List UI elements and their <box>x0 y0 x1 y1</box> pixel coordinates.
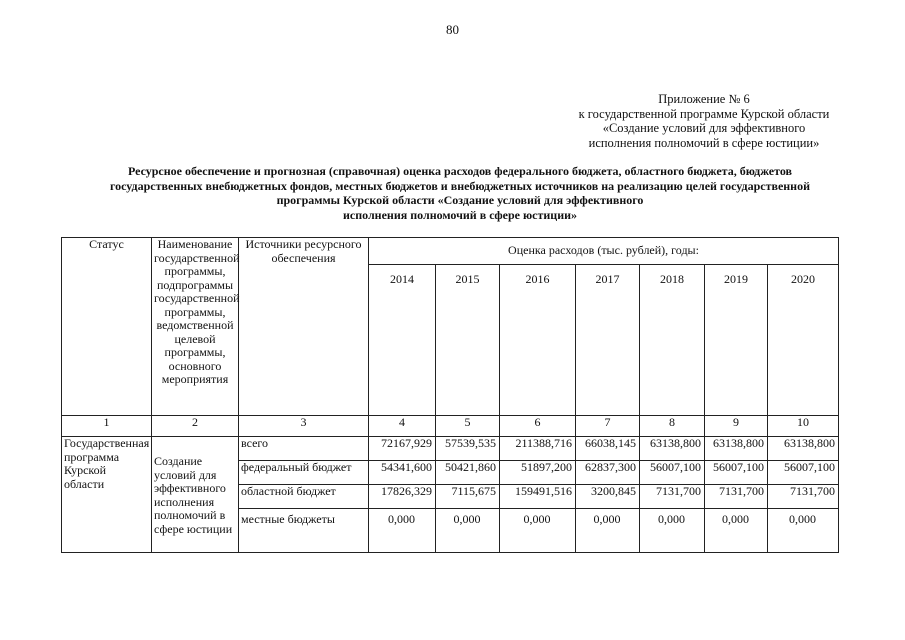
column-number: 5 <box>436 416 500 437</box>
table-row <box>62 437 839 461</box>
value-cell: 0,000 <box>436 509 500 553</box>
value-cell: 7131,700 <box>768 485 839 509</box>
value-cell: 0,000 <box>705 509 768 553</box>
value-cell: 63138,800 <box>768 437 839 461</box>
source-cell: всего <box>239 437 369 461</box>
header-year: 2015 <box>436 265 500 416</box>
value-cell: 56007,100 <box>705 461 768 485</box>
appendix-line: к государственной программе Курской области <box>578 106 830 121</box>
title-line: государственных внебюджетных фондов, местных бюджетов и внебюджетных источников на реализацию целей государственной <box>109 178 811 193</box>
value-cell: 50421,860 <box>436 461 500 485</box>
value-cell: 57539,535 <box>436 437 500 461</box>
column-number: 6 <box>500 416 576 437</box>
status-cell: Государственная программа Курской области <box>62 437 152 553</box>
document-title <box>70 164 850 222</box>
value-cell: 211388,716 <box>500 437 576 461</box>
program-name-cell: Создание условий для эффективного исполнения полномочий в сфере юстиции <box>152 437 239 553</box>
header-year: 2018 <box>640 265 705 416</box>
title-line: Ресурсное обеспечение и прогнозная (справочная) оценка расходов федерального бюджета, областного бюджета, бюджетов <box>127 164 793 178</box>
appendix-line: «Создание условий для эффективного <box>602 121 806 135</box>
header-year: 2014 <box>369 265 436 416</box>
page-number: 80 <box>446 22 459 37</box>
value-cell: 7131,700 <box>640 485 705 509</box>
value-cell: 66038,145 <box>576 437 640 461</box>
source-cell: областной бюджет <box>239 485 369 509</box>
appendix-note <box>520 92 888 150</box>
value-cell: 0,000 <box>500 509 576 553</box>
value-cell: 7115,675 <box>436 485 500 509</box>
source-cell: федеральный бюджет <box>239 461 369 485</box>
title-line: исполнения полномочий в сфере юстиции» <box>342 207 578 222</box>
value-cell: 3200,845 <box>576 485 640 509</box>
value-cell: 56007,100 <box>640 461 705 485</box>
source-cell: местные бюджеты <box>239 509 369 553</box>
header-year: 2019 <box>705 265 768 416</box>
column-number: 2 <box>152 416 239 437</box>
value-cell: 72167,929 <box>369 437 436 461</box>
column-number: 1 <box>62 416 152 437</box>
header-source: Источники ресурсного обеспечения <box>239 238 369 416</box>
header-status: Статус <box>62 238 152 416</box>
value-cell: 62837,300 <box>576 461 640 485</box>
column-number: 8 <box>640 416 705 437</box>
header-year: 2016 <box>500 265 576 416</box>
value-cell: 0,000 <box>768 509 839 553</box>
value-cell: 0,000 <box>576 509 640 553</box>
column-number: 4 <box>369 416 436 437</box>
value-cell: 0,000 <box>369 509 436 553</box>
value-cell: 159491,516 <box>500 485 576 509</box>
column-number: 10 <box>768 416 839 437</box>
value-cell: 17826,329 <box>369 485 436 509</box>
value-cell: 56007,100 <box>768 461 839 485</box>
column-number: 7 <box>576 416 640 437</box>
column-number: 9 <box>705 416 768 437</box>
header-name: Наименование государственной программы, подпрограммы государственной программы, ведомственной целевой программы, основного мероприятия <box>152 238 239 416</box>
title-line: программы Курской области «Создание условий для эффективного <box>276 193 644 207</box>
resource-table <box>61 237 839 553</box>
appendix-line: исполнения полномочий в сфере юстиции» <box>588 135 820 150</box>
value-cell: 63138,800 <box>640 437 705 461</box>
column-numbers-row <box>62 416 839 437</box>
column-number: 3 <box>239 416 369 437</box>
value-cell: 7131,700 <box>705 485 768 509</box>
value-cell: 51897,200 <box>500 461 576 485</box>
value-cell: 54341,600 <box>369 461 436 485</box>
value-cell: 0,000 <box>640 509 705 553</box>
header-estimate: Оценка расходов (тыс. рублей), годы: <box>369 238 839 265</box>
header-year: 2017 <box>576 265 640 416</box>
header-year: 2020 <box>768 265 839 416</box>
appendix-line: Приложение № 6 <box>658 92 750 106</box>
value-cell: 63138,800 <box>705 437 768 461</box>
